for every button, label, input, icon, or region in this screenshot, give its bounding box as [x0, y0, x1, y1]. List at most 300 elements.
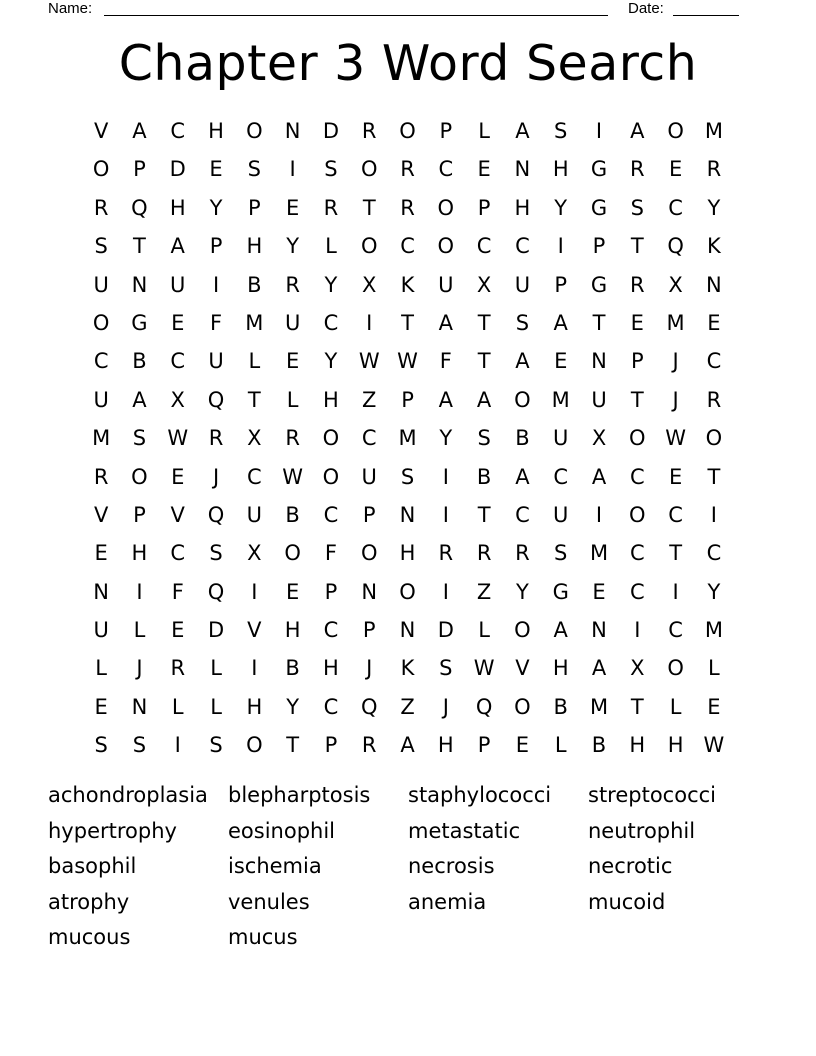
grid-letter[interactable]: H: [246, 694, 263, 719]
grid-letter[interactable]: S: [94, 234, 108, 259]
grid-letter[interactable]: N: [131, 272, 148, 297]
grid-letter[interactable]: M: [398, 426, 417, 451]
grid-letter[interactable]: S: [630, 195, 644, 220]
grid-letter[interactable]: O: [399, 119, 416, 143]
grid-letter[interactable]: R: [630, 157, 645, 182]
grid-letter[interactable]: E: [94, 541, 108, 566]
grid-letter[interactable]: N: [399, 502, 416, 527]
grid-letter[interactable]: D: [169, 157, 186, 182]
grid-letter[interactable]: P: [324, 579, 338, 604]
grid-letter[interactable]: Y: [707, 579, 721, 604]
grid-letter[interactable]: X: [247, 541, 262, 566]
grid-letter[interactable]: W: [282, 464, 304, 489]
word-list-item: hypertrophy: [48, 818, 177, 843]
grid-letter[interactable]: O: [437, 195, 455, 220]
grid-letter[interactable]: A: [438, 387, 453, 412]
grid-letter[interactable]: L: [478, 618, 490, 643]
grid-letter[interactable]: X: [591, 426, 607, 451]
grid-letter[interactable]: C: [553, 464, 569, 489]
grid-letter[interactable]: C: [323, 502, 339, 527]
grid-letter[interactable]: C: [706, 541, 722, 566]
grid-letter[interactable]: S: [477, 426, 491, 451]
grid-letter[interactable]: E: [285, 579, 300, 604]
grid-letter[interactable]: A: [515, 464, 530, 489]
grid-letter[interactable]: T: [362, 195, 376, 220]
grid-letter[interactable]: E: [668, 464, 683, 489]
grid-letter[interactable]: W: [703, 733, 725, 758]
grid-letter[interactable]: A: [132, 119, 147, 143]
grid-letter[interactable]: P: [362, 502, 376, 527]
word-list-item: mucoid: [588, 889, 666, 914]
grid-letter[interactable]: O: [322, 464, 340, 489]
grid-letter[interactable]: O: [399, 579, 416, 604]
grid-letter[interactable]: C: [323, 310, 339, 335]
grid-letter[interactable]: P: [477, 733, 491, 758]
grid-letter[interactable]: X: [476, 272, 492, 297]
grid-letter[interactable]: U: [438, 272, 454, 297]
grid-letter[interactable]: Y: [324, 349, 338, 374]
grid-letter[interactable]: C: [170, 541, 186, 566]
grid-letter[interactable]: E: [171, 618, 185, 643]
grid-letter[interactable]: Q: [667, 234, 684, 259]
grid-letter[interactable]: I: [595, 502, 603, 527]
grid-letter[interactable]: O: [322, 426, 340, 451]
grid-letter[interactable]: V: [170, 502, 185, 527]
grid-letter[interactable]: C: [247, 464, 262, 489]
grid-letter[interactable]: E: [171, 310, 185, 335]
grid-letter[interactable]: W: [167, 426, 189, 451]
grid-letter[interactable]: R: [361, 119, 377, 143]
grid-letter[interactable]: B: [285, 656, 300, 681]
grid-letter[interactable]: L: [210, 656, 222, 681]
grid-letter[interactable]: P: [324, 733, 338, 758]
grid-letter[interactable]: Y: [707, 195, 721, 220]
grid-letter[interactable]: S: [400, 464, 415, 489]
grid-letter[interactable]: Y: [324, 272, 338, 297]
grid-letter[interactable]: I: [595, 119, 603, 143]
grid-letter[interactable]: R: [400, 157, 415, 182]
grid-letter[interactable]: O: [360, 157, 378, 182]
grid-letter[interactable]: I: [442, 464, 449, 489]
grid-letter[interactable]: U: [361, 464, 377, 489]
grid-letter[interactable]: R: [400, 195, 415, 220]
grid-letter[interactable]: O: [246, 733, 263, 758]
grid-letter[interactable]: F: [439, 349, 452, 374]
grid-letter[interactable]: I: [251, 656, 258, 681]
grid-letter[interactable]: A: [515, 119, 530, 143]
grid-letter[interactable]: R: [93, 195, 109, 220]
grid-letter[interactable]: A: [591, 656, 607, 681]
grid-letter[interactable]: G: [590, 272, 608, 297]
grid-letter[interactable]: P: [477, 195, 491, 220]
header: [48, 0, 748, 20]
grid-letter[interactable]: Q: [207, 579, 225, 604]
grid-letter[interactable]: S: [94, 733, 108, 758]
grid-letter[interactable]: O: [92, 157, 110, 182]
grid-letter[interactable]: U: [553, 502, 569, 527]
grid-letter[interactable]: B: [132, 349, 147, 374]
grid-letter[interactable]: Y: [554, 195, 568, 220]
grid-letter[interactable]: H: [399, 541, 416, 566]
grid-letter[interactable]: O: [92, 310, 110, 335]
grid-letter[interactable]: N: [591, 618, 607, 643]
name-blank-line[interactable]: [104, 15, 608, 16]
grid-letter[interactable]: S: [439, 656, 453, 681]
grid-letter[interactable]: S: [554, 541, 568, 566]
grid-letter[interactable]: Q: [207, 387, 225, 412]
grid-letter[interactable]: W: [358, 349, 380, 374]
grid-letter[interactable]: A: [591, 464, 607, 489]
grid-letter[interactable]: P: [554, 272, 568, 297]
grid-letter[interactable]: O: [629, 426, 646, 451]
grid-letter[interactable]: S: [247, 157, 261, 182]
grid-letter[interactable]: L: [708, 656, 720, 681]
grid-letter[interactable]: R: [170, 656, 186, 681]
grid-letter[interactable]: C: [323, 618, 339, 643]
grid-letter[interactable]: R: [285, 272, 300, 297]
grid-letter[interactable]: X: [668, 272, 683, 297]
grid-letter[interactable]: C: [515, 234, 530, 259]
grid-letter[interactable]: H: [552, 656, 569, 681]
grid-letter[interactable]: Z: [362, 387, 377, 412]
grid-letter[interactable]: F: [171, 579, 184, 604]
grid-letter[interactable]: U: [284, 310, 301, 335]
grid-letter[interactable]: N: [706, 272, 722, 297]
grid-letter[interactable]: D: [322, 119, 340, 143]
grid-letter[interactable]: P: [209, 234, 223, 259]
grid-letter[interactable]: T: [477, 310, 491, 335]
grid-letter[interactable]: I: [212, 272, 220, 297]
grid-letter[interactable]: C: [515, 502, 530, 527]
grid-letter[interactable]: C: [476, 234, 492, 259]
grid-letter[interactable]: B: [476, 464, 492, 489]
grid-letter[interactable]: Q: [360, 694, 378, 719]
grid-letter[interactable]: E: [630, 310, 644, 335]
grid-letter[interactable]: E: [94, 694, 108, 719]
grid-letter[interactable]: C: [629, 579, 645, 604]
grid-letter[interactable]: G: [590, 157, 608, 182]
grid-letter[interactable]: T: [286, 733, 300, 758]
grid-letter[interactable]: U: [170, 272, 186, 297]
grid-letter[interactable]: O: [667, 656, 684, 681]
grid-letter[interactable]: S: [132, 426, 147, 451]
grid-letter[interactable]: E: [668, 157, 683, 182]
grid-letter[interactable]: M: [245, 310, 264, 335]
grid-letter[interactable]: R: [476, 541, 492, 566]
grid-letter[interactable]: X: [362, 272, 377, 297]
grid-letter[interactable]: V: [515, 656, 530, 681]
grid-letter[interactable]: O: [514, 618, 531, 643]
grid-letter[interactable]: I: [442, 502, 449, 527]
date-blank-line[interactable]: [673, 15, 739, 16]
grid-letter[interactable]: R: [438, 541, 454, 566]
grid-letter[interactable]: U: [93, 272, 109, 297]
grid-letter[interactable]: I: [174, 733, 181, 758]
grid-letter[interactable]: N: [93, 579, 109, 604]
grid-letter[interactable]: U: [514, 272, 531, 297]
date-label: Date:: [628, 0, 664, 17]
grid-letter[interactable]: N: [514, 157, 531, 182]
grid-letter[interactable]: W: [397, 349, 418, 374]
grid-letter[interactable]: L: [286, 387, 299, 412]
grid-letter[interactable]: W: [665, 426, 686, 451]
grid-letter[interactable]: K: [707, 234, 721, 259]
grid-letter[interactable]: K: [400, 656, 415, 681]
grid-letter[interactable]: P: [439, 119, 453, 143]
grid-letter[interactable]: N: [284, 119, 301, 143]
grid-letter[interactable]: D: [207, 618, 225, 643]
grid-letter[interactable]: H: [667, 733, 684, 758]
grid-letter[interactable]: P: [248, 195, 261, 220]
grid-letter[interactable]: C: [400, 234, 415, 259]
grid-letter[interactable]: T: [477, 349, 491, 374]
grid-letter[interactable]: E: [707, 310, 721, 335]
grid-letter[interactable]: L: [210, 694, 222, 719]
grid-letter[interactable]: X: [247, 426, 262, 451]
grid-letter[interactable]: A: [630, 119, 645, 143]
grid-letter[interactable]: Z: [400, 694, 415, 719]
grid-letter[interactable]: M: [92, 426, 111, 451]
grid-letter[interactable]: P: [133, 502, 146, 527]
grid-letter[interactable]: J: [672, 387, 679, 412]
grid-letter[interactable]: C: [706, 349, 722, 374]
grid-letter[interactable]: T: [133, 234, 146, 259]
grid-letter[interactable]: H: [323, 387, 339, 412]
page-title: Chapter 3 Word Search: [118, 35, 698, 92]
grid-letter[interactable]: Z: [476, 579, 492, 604]
grid-letter[interactable]: F: [324, 541, 337, 566]
grid-letter[interactable]: C: [170, 119, 186, 143]
grid-letter[interactable]: P: [401, 387, 414, 412]
grid-letter[interactable]: B: [285, 502, 300, 527]
grid-letter[interactable]: O: [514, 387, 531, 412]
grid-letter[interactable]: S: [324, 157, 338, 182]
grid-letter[interactable]: H: [131, 541, 148, 566]
grid-letter[interactable]: U: [93, 618, 109, 643]
grid-letter[interactable]: I: [557, 234, 564, 259]
grid-letter[interactable]: R: [630, 272, 645, 297]
grid-letter[interactable]: E: [477, 157, 491, 182]
grid-letter[interactable]: A: [553, 310, 568, 335]
grid-letter[interactable]: R: [93, 464, 109, 489]
grid-letter[interactable]: C: [668, 618, 683, 643]
grid-letter[interactable]: R: [361, 733, 377, 758]
grid-letter[interactable]: I: [672, 579, 679, 604]
grid-letter[interactable]: W: [473, 656, 495, 681]
grid-letter[interactable]: U: [93, 387, 109, 412]
grid-letter[interactable]: T: [477, 502, 491, 527]
grid-letter[interactable]: I: [442, 579, 449, 604]
grid-letter[interactable]: V: [93, 502, 109, 527]
grid-letter[interactable]: L: [248, 349, 261, 374]
grid-letter[interactable]: H: [169, 195, 186, 220]
grid-letter[interactable]: U: [553, 426, 569, 451]
grid-letter[interactable]: E: [515, 733, 530, 758]
grid-letter[interactable]: R: [706, 387, 722, 412]
grid-letter[interactable]: X: [170, 387, 185, 412]
grid-letter[interactable]: T: [401, 310, 414, 335]
grid-letter[interactable]: C: [170, 349, 186, 374]
grid-letter[interactable]: O: [437, 234, 455, 259]
grid-letter[interactable]: O: [246, 119, 263, 143]
grid-letter[interactable]: M: [666, 310, 685, 335]
grid-letter[interactable]: J: [212, 464, 220, 489]
grid-letter[interactable]: A: [170, 234, 185, 259]
grid-letter[interactable]: I: [634, 618, 641, 643]
grid-letter[interactable]: C: [323, 694, 339, 719]
grid-letter[interactable]: Y: [286, 694, 300, 719]
grid-letter[interactable]: L: [325, 234, 337, 259]
grid-letter[interactable]: A: [515, 349, 530, 374]
grid-letter[interactable]: Q: [207, 502, 225, 527]
grid-letter[interactable]: R: [208, 426, 224, 451]
grid-letter[interactable]: M: [704, 119, 723, 143]
grid-letter[interactable]: B: [553, 694, 568, 719]
grid-letter[interactable]: H: [552, 157, 569, 182]
grid-letter[interactable]: E: [554, 349, 568, 374]
grid-letter[interactable]: H: [208, 119, 224, 143]
grid-letter[interactable]: O: [667, 119, 684, 143]
grid-letter[interactable]: P: [592, 234, 606, 259]
grid-letter[interactable]: O: [705, 426, 723, 451]
grid-letter[interactable]: T: [669, 541, 683, 566]
grid-letter[interactable]: F: [209, 310, 223, 335]
grid-letter[interactable]: M: [589, 541, 609, 566]
grid-letter[interactable]: S: [132, 733, 147, 758]
grid-letter[interactable]: S: [554, 119, 568, 143]
grid-letter[interactable]: I: [710, 502, 717, 527]
grid-letter[interactable]: O: [131, 464, 148, 489]
grid-letter[interactable]: R: [285, 426, 300, 451]
grid-letter[interactable]: H: [284, 618, 301, 643]
grid-letter[interactable]: N: [591, 349, 607, 374]
grid-letter[interactable]: M: [589, 694, 609, 719]
grid-letter[interactable]: M: [551, 387, 570, 412]
grid-letter[interactable]: U: [591, 387, 607, 412]
grid-letter[interactable]: T: [630, 694, 644, 719]
grid-letter[interactable]: U: [246, 502, 263, 527]
grid-letter[interactable]: D: [437, 618, 454, 643]
grid-letter[interactable]: C: [629, 541, 645, 566]
grid-letter[interactable]: P: [362, 618, 376, 643]
grid-letter[interactable]: L: [554, 733, 567, 758]
grid-letter[interactable]: C: [93, 349, 109, 374]
grid-letter[interactable]: N: [361, 579, 378, 604]
grid-letter[interactable]: H: [514, 195, 531, 220]
grid-letter[interactable]: L: [95, 656, 107, 681]
grid-letter[interactable]: L: [133, 618, 146, 643]
grid-letter[interactable]: G: [590, 195, 608, 220]
word-list-item: metastatic: [408, 818, 521, 843]
grid-letter[interactable]: G: [131, 310, 148, 335]
grid-letter[interactable]: I: [251, 579, 258, 604]
grid-letter[interactable]: J: [136, 656, 143, 681]
grid-letter[interactable]: O: [360, 541, 378, 566]
grid-letter[interactable]: J: [442, 694, 449, 719]
grid-letter[interactable]: A: [553, 618, 568, 643]
grid-letter[interactable]: H: [246, 234, 263, 259]
grid-letter[interactable]: H: [437, 733, 454, 758]
grid-letter[interactable]: A: [476, 387, 492, 412]
grid-letter[interactable]: G: [552, 579, 569, 604]
grid-letter[interactable]: S: [209, 541, 223, 566]
grid-letter[interactable]: C: [668, 502, 683, 527]
grid-letter[interactable]: C: [438, 157, 454, 182]
grid-letter[interactable]: B: [247, 272, 262, 297]
grid-letter[interactable]: T: [592, 310, 606, 335]
grid-letter[interactable]: T: [630, 234, 644, 259]
grid-letter[interactable]: Y: [516, 579, 529, 604]
grid-letter[interactable]: Q: [131, 195, 148, 220]
grid-letter[interactable]: C: [361, 426, 377, 451]
grid-letter[interactable]: T: [707, 464, 721, 489]
grid-letter[interactable]: O: [284, 541, 301, 566]
grid-letter[interactable]: E: [592, 579, 606, 604]
grid-letter[interactable]: E: [285, 195, 300, 220]
grid-letter[interactable]: S: [515, 310, 530, 335]
grid-letter[interactable]: J: [672, 349, 679, 374]
grid-letter[interactable]: I: [289, 157, 296, 182]
grid-letter[interactable]: Q: [475, 694, 493, 719]
grid-letter[interactable]: R: [515, 541, 530, 566]
grid-letter[interactable]: O: [514, 694, 531, 719]
grid-letter[interactable]: I: [366, 310, 373, 335]
grid-letter[interactable]: N: [399, 618, 416, 643]
grid-letter[interactable]: C: [629, 464, 645, 489]
word-list-item: anemia: [408, 889, 487, 914]
grid-letter[interactable]: A: [400, 733, 415, 758]
grid-letter[interactable]: M: [704, 618, 723, 643]
grid-letter[interactable]: E: [285, 349, 300, 374]
grid-letter[interactable]: L: [669, 694, 682, 719]
grid-letter[interactable]: S: [209, 733, 223, 758]
grid-letter[interactable]: N: [131, 694, 148, 719]
grid-letter[interactable]: K: [400, 272, 415, 297]
grid-letter[interactable]: P: [133, 157, 146, 182]
grid-letter[interactable]: L: [171, 694, 184, 719]
grid-letter[interactable]: Y: [439, 426, 453, 451]
grid-letter[interactable]: A: [132, 387, 147, 412]
grid-letter[interactable]: A: [438, 310, 453, 335]
grid-letter[interactable]: L: [478, 119, 490, 143]
word-list-item: necrotic: [588, 854, 673, 879]
grid-letter[interactable]: O: [629, 502, 646, 527]
grid-letter[interactable]: E: [209, 157, 223, 182]
grid-letter[interactable]: V: [247, 618, 262, 643]
grid-letter[interactable]: T: [247, 387, 261, 412]
grid-letter[interactable]: O: [360, 234, 378, 259]
grid-letter[interactable]: Y: [209, 195, 223, 220]
grid-letter[interactable]: H: [629, 733, 646, 758]
grid-letter[interactable]: X: [630, 656, 645, 681]
grid-letter[interactable]: E: [707, 694, 721, 719]
grid-letter[interactable]: I: [136, 579, 143, 604]
grid-letter[interactable]: J: [366, 656, 373, 681]
word-list-item: streptococci: [588, 783, 716, 807]
grid-letter[interactable]: B: [591, 733, 607, 758]
grid-letter[interactable]: C: [668, 195, 683, 220]
grid-letter[interactable]: H: [323, 656, 339, 681]
grid-letter[interactable]: R: [323, 195, 339, 220]
grid-letter[interactable]: R: [706, 157, 722, 182]
grid-letter[interactable]: P: [630, 349, 644, 374]
grid-letter[interactable]: U: [208, 349, 224, 374]
grid-letter[interactable]: T: [630, 387, 644, 412]
grid-letter[interactable]: V: [93, 119, 109, 143]
grid-letter[interactable]: E: [171, 464, 185, 489]
grid-letter[interactable]: B: [515, 426, 530, 451]
grid-letter[interactable]: Y: [286, 234, 300, 259]
